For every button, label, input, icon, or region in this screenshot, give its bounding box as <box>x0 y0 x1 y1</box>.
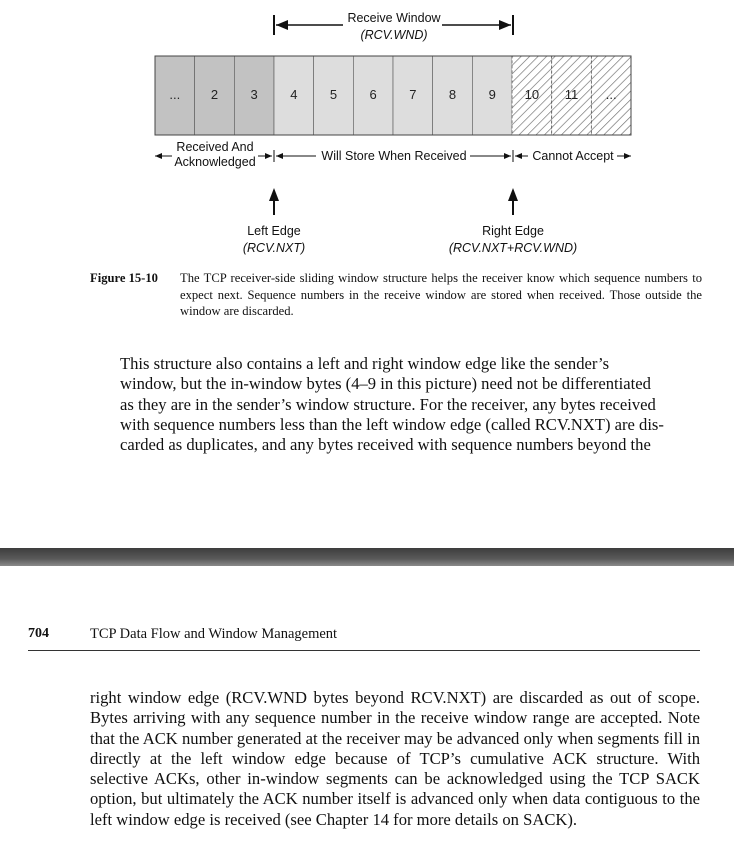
page-break-divider <box>0 548 734 566</box>
paragraph-1-line: as they are in the sender’s window structure. For the receiver, any bytes received <box>120 394 656 414</box>
sequence-cell-label: 5 <box>329 87 338 102</box>
sequence-cell-label: ... <box>169 87 181 102</box>
sequence-cell-label: 8 <box>448 87 457 102</box>
sequence-cell-label: 10 <box>524 87 540 102</box>
window-arrowhead-right <box>499 20 511 30</box>
received-acked-line1: Received And <box>176 140 254 154</box>
receive-window-title: Receive Window <box>347 11 441 25</box>
sequence-cell-label: 3 <box>250 87 258 102</box>
sequence-cell-label: 11 <box>564 87 579 102</box>
running-header <box>28 626 700 651</box>
page-number: 704 <box>28 626 49 641</box>
paragraph-1 <box>90 354 700 455</box>
left-edge-var: (RCV.NXT) <box>242 241 306 255</box>
paragraph-2: right window edge (RCV.WND bytes beyond RCV.NXT) are discarded as out of scope. Bytes arriving with any sequence number in the receive window range are accepted. Note that the ACK number generated at the receiver may be advanced only when segments fill in directly at the left window edge because of TCP’s cumulative ACK structure. With selective ACKs, other in-window segments can be acknowledged using the TCP SACK option, but ultimately the ACK number itself is advanced only when data contiguous to the left window edge is received (see Chapter 14 for more details on SACK). <box>90 688 700 829</box>
caption-text: The TCP receiver-side sliding window structure helps the receiver know which sequence numbers to expect next. Sequence numbers in the receive window are stored when received. Those outside the window are discarded. <box>180 271 702 318</box>
paragraph-1-line: with sequence numbers less than the left window edge (called RCV.NXT) are dis- <box>120 414 664 434</box>
received-acked-label <box>160 140 270 170</box>
cannot-accept-label: Cannot Accept <box>532 149 614 163</box>
window-arrowhead-left <box>276 20 288 30</box>
figure-caption <box>90 270 702 320</box>
paragraph-1-line: carded as duplicates, and any bytes received with sequence numbers beyond the <box>120 435 651 455</box>
sequence-cell-label: 7 <box>409 87 417 102</box>
receive-window-var: (RCV.WND) <box>360 28 428 42</box>
paragraph-1-line: This structure also contains a left and right window edge like the sender’s <box>120 354 610 373</box>
sequence-cell-label: 4 <box>290 87 298 102</box>
right-edge-title: Right Edge <box>482 224 544 238</box>
figure-label: Figure 15-10 <box>90 271 158 285</box>
chapter-title: TCP Data Flow and Window Management <box>90 626 338 642</box>
sequence-cell-label: 9 <box>488 87 496 102</box>
left-edge-title: Left Edge <box>247 224 301 238</box>
sequence-cell-label: 6 <box>369 87 377 102</box>
sequence-cell-label: 2 <box>210 87 219 102</box>
received-acked-line2: Acknowledged <box>174 155 256 169</box>
sequence-cell-label: ... <box>605 87 617 102</box>
paragraph-1-line: window, but the in-window bytes (4–9 in this picture) need not be differentiated <box>120 374 651 394</box>
will-store-label: Will Store When Received <box>321 149 467 163</box>
right-edge-var: (RCV.NXT+RCV.WND) <box>448 241 578 255</box>
